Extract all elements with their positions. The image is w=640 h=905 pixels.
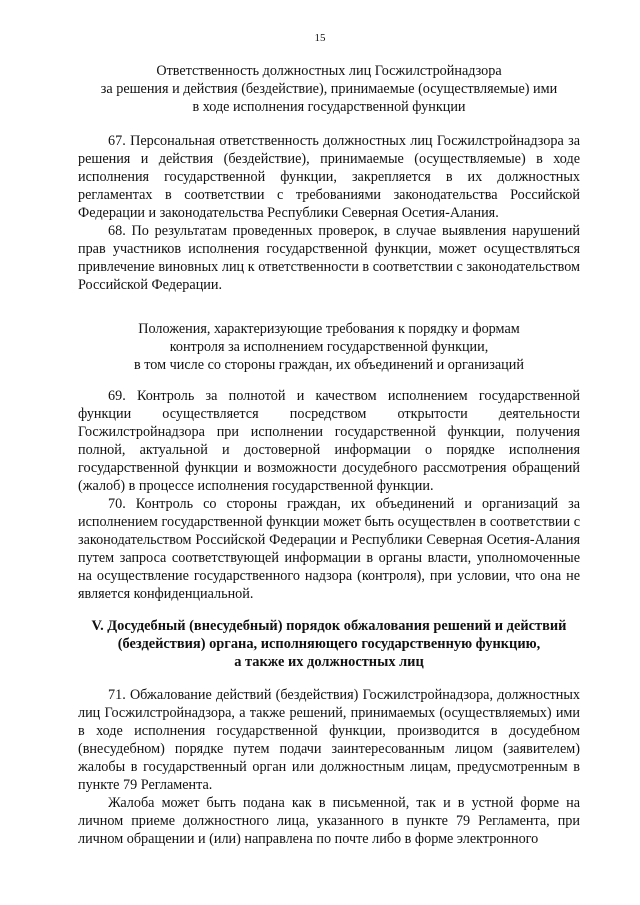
section-heading (78, 62, 580, 116)
section-appeal (78, 617, 580, 671)
heading-line: в том числе со стороны граждан, их объединений и организаций (134, 357, 524, 373)
page-number: 15 (314, 32, 326, 44)
section-responsibility-body (78, 132, 580, 294)
heading-line: V. Досудебный (внесудебный) порядок обжалования решений и действий (91, 618, 567, 634)
heading-line: Ответственность должностных лиц Госжилстройнадзора (156, 63, 502, 79)
section-responsibility (78, 62, 580, 116)
section-control (78, 320, 580, 374)
paragraph-67: 67. Персональная ответственность должностных лиц Госжилстройнадзора за решения и действия (бездействие), принимаемые (осуществляемые) в ходе исполнения государственной функции, закрепляется в их должностных регламентах в соответствии с требованиями законодательства Российской Федерации и законодательства Республики Северная Осетия-Алания. (78, 133, 580, 221)
paragraph-70: 70. Контроль со стороны граждан, их объединений и организаций за исполнением государственной функции может быть осуществлен в соответствии с законодательством Российской Федерации и Республики Северная Осетия-Алания путем запроса соответствующей информации в органы власти, уполномоченные на осуществление государственного надзора (контроля), при условии, что она не является конфиденциальной. (78, 496, 580, 602)
paragraph-69: 69. Контроль за полнотой и качеством исполнением государственной функции осуществляется посредством открытости деятельности Госжилстройнадзора при исполнении государственной функции, получения полной, актуальной и достоверной информации о порядке исполнения государственной функции и возможности досудебного рассмотрения обращений (жалоб) в процессе исполнения государственной функции. (78, 388, 580, 494)
paragraph-71: 71. Обжалование действий (бездействия) Госжилстройнадзора, должностных лиц Госжилстройнадзора, а также решений, принимаемых (осуществляемых) ими в ходе исполнения государственной функции, производится в досудебном (внесудебном) порядке путем подачи заинтересованным лицом (заявителем) жалобы в государственный орган или должностным лицам, предусмотренным в пункте 79 Регламента. (78, 687, 580, 793)
heading-line: а также их должностных лиц (234, 654, 424, 670)
heading-line: (бездействия) органа, исполняющего государственную функцию, (117, 636, 541, 652)
heading-line: контроля за исполнением государственной функции, (169, 339, 489, 355)
section-heading (78, 617, 580, 671)
heading-line: за решения и действия (бездействие), принимаемые (осуществляемые) ими (100, 81, 558, 97)
section-heading (78, 320, 580, 374)
paragraph-complaint: Жалоба может быть подана как в письменной, так и в устной форме на личном приеме должностного лица, указанного в пункте 79 Регламента, при личном обращении и (или) направлена по почте либо в форме электронного (78, 795, 580, 847)
section-appeal-body (78, 686, 580, 848)
paragraph-68: 68. По результатам проведенных проверок, в случае выявления нарушений прав участников исполнения государственной функции, может осуществляться привлечение виновных лиц к ответственности в соответствии с законодательством Российской Федерации. (78, 223, 580, 293)
heading-line: Положения, характеризующие требования к порядку и формам (138, 321, 520, 337)
section-control-body (78, 387, 580, 603)
heading-line: в ходе исполнения государственной функции (192, 99, 466, 115)
